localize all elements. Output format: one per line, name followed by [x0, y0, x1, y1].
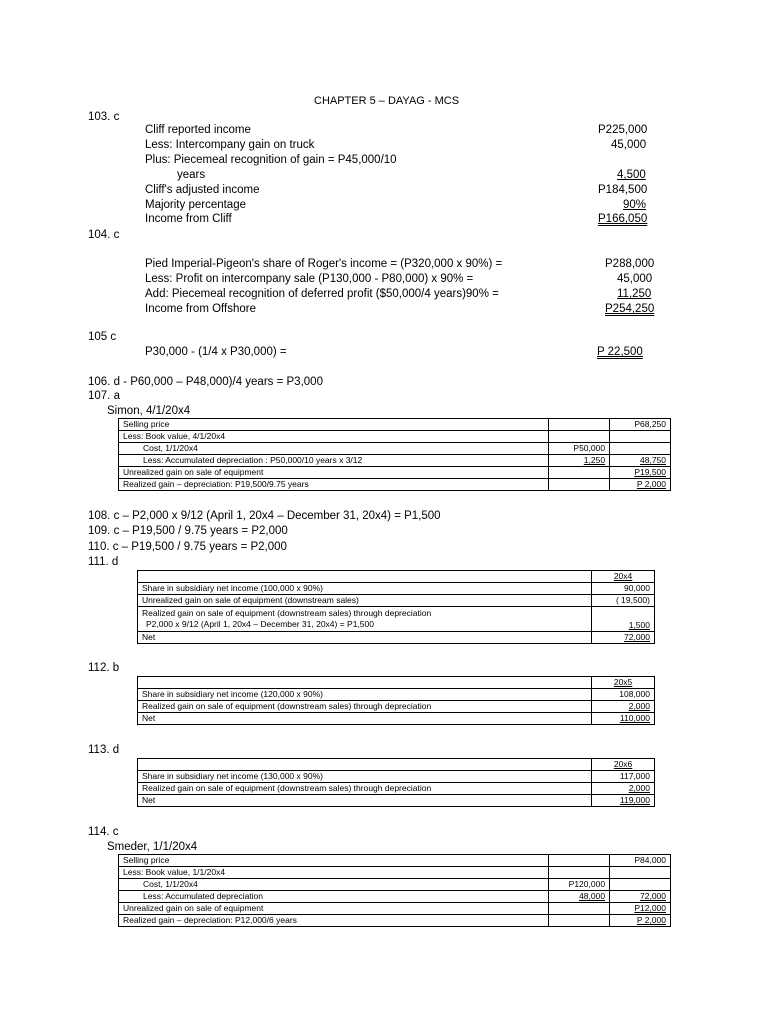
q107-cell: P68,250 — [610, 419, 671, 431]
q112-cell: 2,000 — [628, 701, 650, 711]
q105-text: P30,000 - (1/4 x P30,000) = — [145, 346, 287, 358]
q103-row-4-text: Cliff's adjusted income — [145, 184, 260, 196]
q107-cell: Less: Accumulated depreciation : P50,000/10 years x 3/12 — [119, 455, 549, 467]
table-row — [138, 713, 655, 725]
q114-cell: P120,000 — [549, 879, 610, 891]
table-row — [138, 583, 655, 595]
q109-line: 109. c – P19,500 / 9.75 years = P2,000 — [88, 525, 288, 537]
q107-cell — [549, 419, 610, 431]
table-row — [138, 632, 655, 644]
q103-row-6-text: Income from Cliff — [145, 213, 232, 225]
table-row — [138, 595, 655, 607]
table-row — [119, 867, 671, 879]
q111-label: 111. d — [88, 556, 119, 568]
q104-row-0-value: P288,000 — [605, 258, 655, 270]
table-row — [119, 915, 671, 927]
q107-cell: P50,000 — [549, 443, 610, 455]
q107-cell: Less: Book value, 4/1/20x4 — [119, 431, 549, 443]
q114-table — [118, 854, 671, 927]
q103-row-5-value: 90% — [623, 199, 647, 211]
q113-label: 113. d — [88, 744, 120, 756]
q103-row-4-value: P184,500 — [598, 184, 648, 196]
q111-cell: Share in subsidiary net income (100,000 x 90%) — [138, 583, 592, 595]
q107-cell: Realized gain – depreciation: P19,500/9.75 years — [119, 479, 549, 491]
q114-sub: Smeder, 1/1/20x4 — [107, 841, 198, 853]
q107-sub: Simon, 4/1/20x4 — [107, 405, 191, 417]
q111-cell: 90,000 — [592, 583, 655, 595]
q112-table — [137, 676, 655, 725]
q112-cell: 110,000 — [619, 713, 650, 723]
q111-cell: ( 19,500) — [592, 595, 655, 607]
table-row — [138, 677, 655, 689]
q105-value: P 22,500 — [597, 346, 643, 358]
q114-cell: Unrealized gain on sale of equipment — [119, 903, 549, 915]
q112-cell: 108,000 — [592, 689, 655, 701]
table-row — [119, 891, 671, 903]
q114-cell: P84,000 — [610, 855, 671, 867]
table-row — [119, 479, 671, 491]
q103-row-2-text: Plus: Piecemeal recognition of gain = P45,000/10 — [145, 154, 397, 166]
q107-cell: 48,750 — [640, 455, 666, 465]
q103-row-6-value: P166,050 — [598, 213, 648, 225]
q103-row-1-value: 45,000 — [611, 139, 647, 151]
table-row — [138, 771, 655, 783]
q104-row-3-text: Income from Offshore — [145, 303, 256, 315]
q114-cell: Selling price — [119, 855, 549, 867]
page-title: CHAPTER 5 – DAYAG - MCS — [314, 95, 460, 107]
table-row — [119, 443, 671, 455]
q104-label: 104. c — [88, 229, 120, 241]
q104-row-2-value: 11,250 — [617, 288, 652, 300]
q107-cell: Unrealized gain on sale of equipment — [119, 467, 549, 479]
table-row — [119, 903, 671, 915]
q107-cell — [610, 443, 671, 455]
table-row — [138, 607, 655, 632]
q114-cell: P12,000 — [634, 903, 666, 913]
q107-cell: P 2,000 — [636, 479, 666, 489]
q106-line: 106. d - P60,000 – P48,000)/4 years = P3,000 — [88, 376, 323, 388]
q107-cell: P19,500 — [634, 467, 666, 477]
q112-label: 112. b — [88, 662, 120, 674]
q114-cell — [549, 867, 610, 879]
table-row — [138, 571, 655, 583]
q113-header: 20x6 — [613, 759, 633, 769]
q114-cell: P 2,000 — [636, 915, 666, 925]
table-row — [138, 795, 655, 807]
q104-row-0-text: Pied Imperial-Pigeon's share of Roger's income = (P320,000 x 90%) = — [145, 258, 503, 270]
q111-cell: Realized gain on sale of equipment (downstream sales) through depreciation — [142, 608, 432, 618]
q114-cell: Cost, 1/1/20x4 — [119, 879, 549, 891]
q104-row-1-text: Less: Profit on intercompany sale (P130,000 - P80,000) x 90% = — [145, 273, 474, 285]
q114-cell: 72,000 — [640, 891, 666, 901]
q107-cell: 1,250 — [583, 455, 606, 465]
q111-cell: 72,000 — [624, 632, 650, 642]
table-row — [119, 879, 671, 891]
q113-cell: Share in subsidiary net income (130,000 x 90%) — [138, 771, 592, 783]
q111-cell: Net — [138, 632, 592, 644]
q114-cell — [549, 903, 610, 915]
q113-table — [137, 758, 655, 807]
q107-cell — [549, 431, 610, 443]
q107-cell — [610, 431, 671, 443]
q113-cell: 117,000 — [592, 771, 655, 783]
q111-cell: P2,000 x 9/12 (April 1, 20x4 – December 31, 20x4) = P1,500 — [146, 619, 374, 629]
q113-cell: Net — [138, 795, 592, 807]
q114-cell: Realized gain – depreciation: P12,000/6 years — [119, 915, 549, 927]
q103-row-5-text: Majority percentage — [145, 199, 246, 211]
table-row — [119, 855, 671, 867]
q112-header: 20x5 — [613, 677, 633, 687]
q107-table — [118, 418, 671, 491]
table-row — [138, 689, 655, 701]
q114-cell — [610, 879, 671, 891]
q107-cell — [549, 467, 610, 479]
q103-row-3-value: 4,500 — [617, 169, 646, 181]
q103-label: 103. c — [88, 111, 120, 123]
q114-cell — [549, 855, 610, 867]
q110-line: 110. c – P19,500 / 9.75 years = P2,000 — [88, 541, 287, 553]
q114-cell — [610, 867, 671, 879]
q111-table — [137, 570, 655, 644]
q111-cell: Unrealized gain on sale of equipment (downstream sales) — [138, 595, 592, 607]
q112-cell: Net — [138, 713, 592, 725]
q105-label: 105 c — [88, 331, 117, 343]
q113-cell: Realized gain on sale of equipment (downstream sales) through depreciation — [138, 783, 592, 795]
q103-row-1-text: Less: Intercompany gain on truck — [145, 139, 315, 151]
q103-row-3-text: years — [177, 169, 206, 181]
q114-cell: Less: Book value, 1/1/20x4 — [119, 867, 549, 879]
q104-row-3-value: P254,250 — [605, 303, 655, 315]
q112-cell: Realized gain on sale of equipment (downstream sales) through depreciation — [138, 701, 592, 713]
q114-cell: 48,000 — [579, 891, 606, 901]
q107-cell: Selling price — [119, 419, 549, 431]
table-row — [119, 467, 671, 479]
q107-cell — [549, 479, 610, 491]
q104-row-2-text: Add: Piecemeal recognition of deferred profit ($50,000/4 years)90% = — [145, 288, 499, 300]
table-row — [138, 759, 655, 771]
q114-label: 114. c — [88, 826, 119, 838]
q111-header: 20x4 — [613, 571, 633, 581]
q103-row-0-value: P225,000 — [598, 124, 648, 136]
q104-row-1-value: 45,000 — [617, 273, 653, 285]
q114-cell — [549, 915, 610, 927]
q108-line: 108. c – P2,000 x 9/12 (April 1, 20x4 – December 31, 20x4) = P1,500 — [88, 510, 441, 522]
q107-label: 107. a — [88, 390, 120, 402]
q107-cell: Cost, 1/1/20x4 — [119, 443, 549, 455]
q111-cell: 1,500 — [628, 620, 650, 630]
table-row — [119, 431, 671, 443]
table-row — [138, 783, 655, 795]
q113-cell: 2,000 — [628, 783, 650, 793]
q103-row-0-text: Cliff reported income — [145, 124, 251, 136]
table-row — [119, 419, 671, 431]
q114-cell: Less: Accumulated depreciation — [119, 891, 549, 903]
q113-cell: 119,000 — [619, 795, 650, 805]
table-row — [119, 455, 671, 467]
q112-cell: Share in subsidiary net income (120,000 x 90%) — [138, 689, 592, 701]
table-row — [138, 701, 655, 713]
